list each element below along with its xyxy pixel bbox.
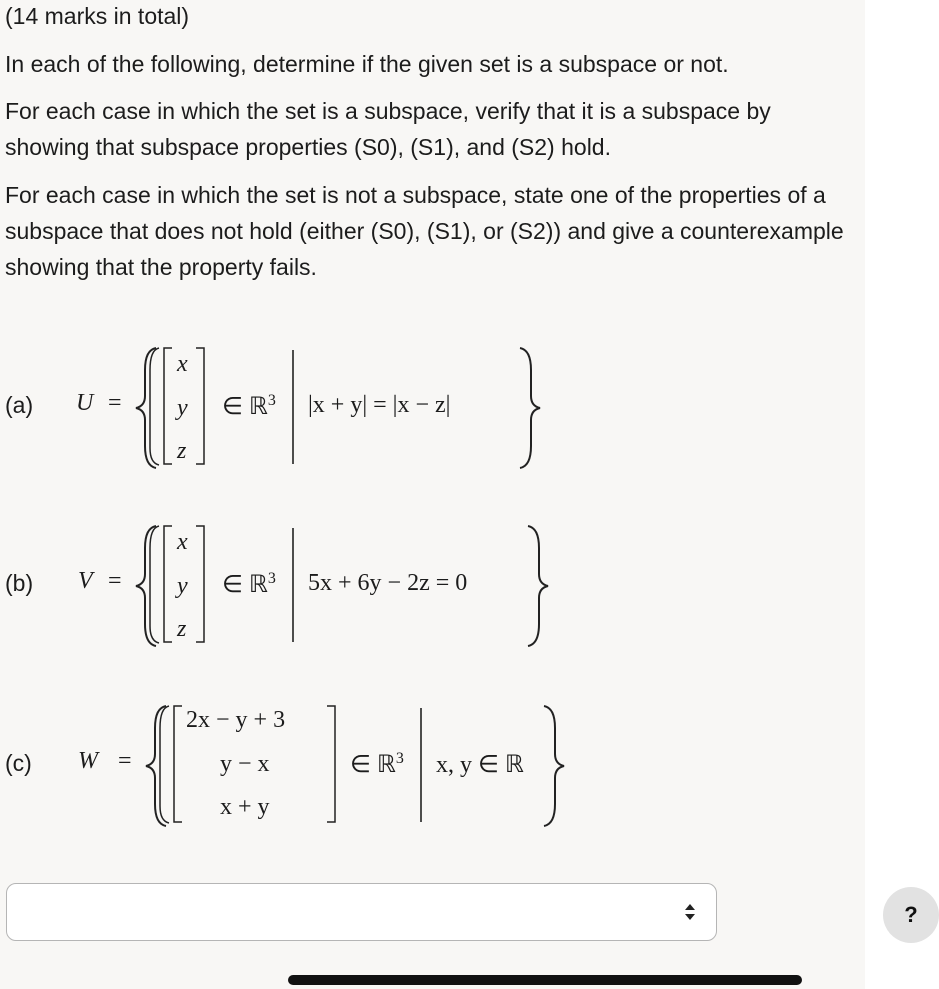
part-c-vector-row-3: x + y	[220, 794, 270, 820]
part-a-vector-z: z	[177, 438, 187, 464]
help-button[interactable]: ?	[883, 887, 939, 943]
instruction-text: In each of the following, determine if the given set is a subspace or not.	[5, 51, 729, 77]
part-c-set-name: W	[78, 748, 98, 774]
part-b-set-name: V	[78, 568, 93, 594]
part-b-label: (b)	[5, 570, 34, 596]
part-a-label: (a)	[5, 392, 34, 418]
part-b-vector-z: z	[177, 616, 187, 642]
part-b-equals: =	[108, 568, 122, 594]
subspace-case-text: For each case in which the set is a subspace, verify that it is a subspace by showing that subspace properties (S0), (S1), and (S2) hold.	[5, 98, 771, 160]
part-c-equals: =	[118, 748, 132, 774]
answer-select[interactable]	[6, 883, 717, 941]
part-c-label: (c)	[5, 750, 32, 776]
marks-text: (14 marks in total)	[5, 3, 190, 29]
part-c-vector-row-2: y − x	[220, 751, 270, 777]
part-c-membership: ∈ ℝ$^3$	[350, 750, 404, 778]
part-a-membership: ∈ ℝ$^3$	[222, 392, 276, 420]
part-b-vector-x: x	[177, 529, 188, 555]
part-b-membership: ∈ ℝ$^3$	[222, 570, 276, 598]
part-c-condition: x, y ∈ ℝ	[436, 752, 524, 778]
not-subspace-case-text: For each case in which the set is not a subspace, state one of the properties of a subspace that does not hold (either (S0), (S1), or (S2)) and give a counterexample showing that the property fails.	[5, 182, 844, 280]
part-c-vector-row-1: 2x − y + 3	[186, 707, 286, 733]
home-indicator[interactable]	[288, 975, 802, 985]
up-down-arrows-icon	[684, 902, 696, 922]
part-a-vector-y: y	[177, 395, 188, 421]
part-a-equals: =	[108, 390, 122, 416]
part-a-condition: |x + y| = |x − z|	[308, 392, 451, 418]
part-a-set-name: U	[76, 390, 94, 416]
part-b-vector-y: y	[177, 573, 188, 599]
part-a-vector-x: x	[177, 351, 188, 377]
part-b-condition: 5x + 6y − 2z = 0	[308, 570, 468, 596]
